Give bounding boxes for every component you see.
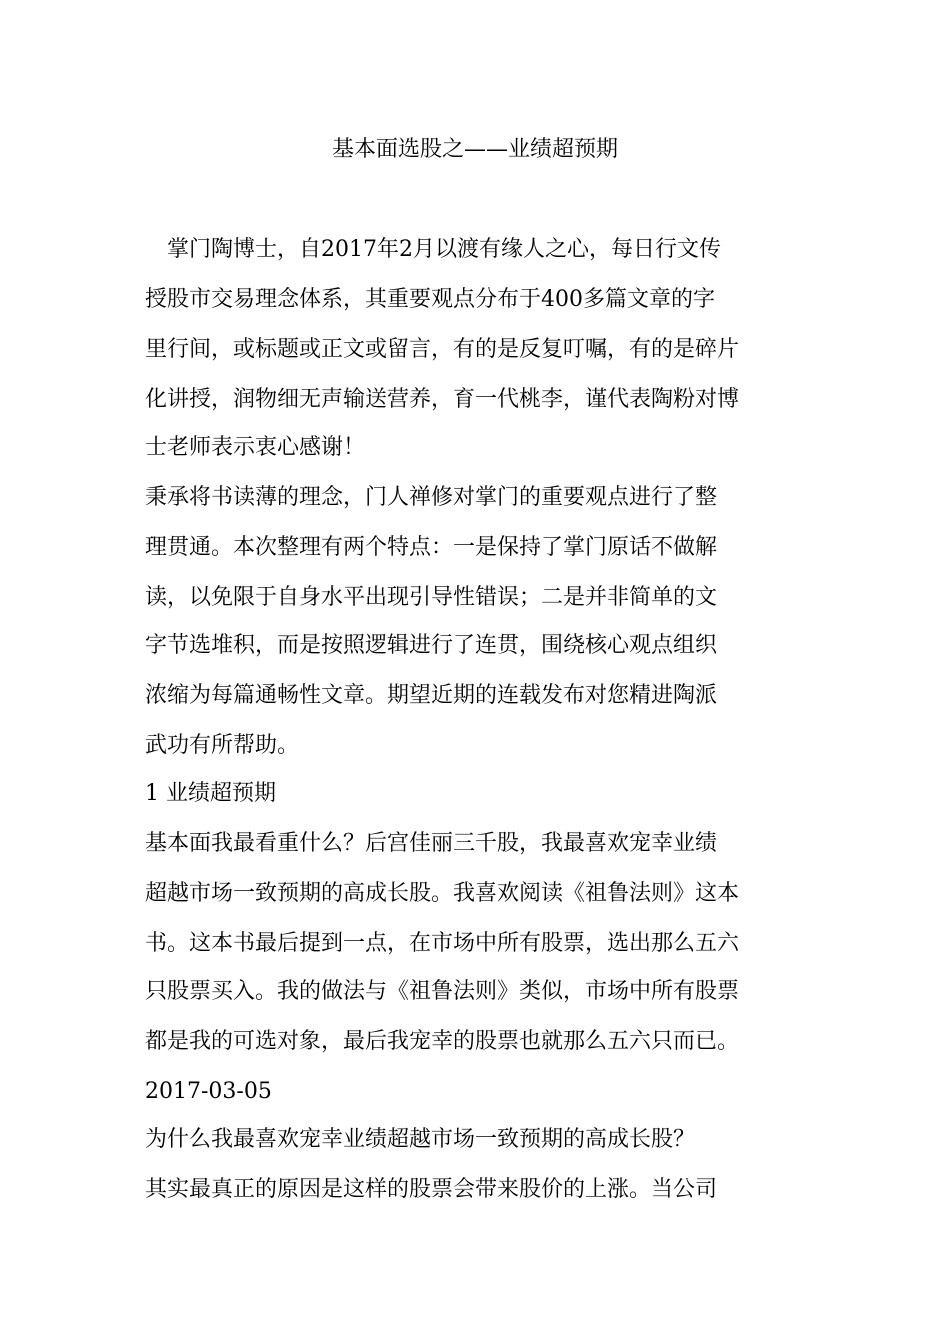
body-line: 字节选堆积，而是按照逻辑进行了连贯，围绕核心观点组织 (145, 633, 718, 658)
body-line: 里行间，或标题或正文或留言，有的是反复叮嘱，有的是碎片 (145, 337, 740, 362)
body-line: 超越市场一致预期的高成长股。我喜欢阅读《祖鲁法则》这本 (145, 881, 740, 906)
body-line: 武功有所帮助。 (145, 733, 300, 758)
body-line: 秉承将书读薄的理念，门人禅修对掌门的重要观点进行了整 (145, 485, 718, 510)
body-line: 基本面我最看重什么？后宫佳丽三千股，我最喜欢宠幸业绩 (145, 831, 718, 856)
section-heading: 1 业绩超预期 (145, 781, 276, 806)
body-line: 读，以免限于自身水平出现引导性错误；二是并非简单的文 (145, 585, 718, 610)
body-line: 书。这本书最后提到一点，在市场中所有股票，选出那么五六 (145, 931, 740, 956)
body-line: 掌门陶博士，自2017年2月以渡有缘人之心，每日行文传 (145, 237, 721, 262)
body-line: 都是我的可选对象，最后我宠幸的股票也就那么五六只而已。 (145, 1029, 740, 1054)
body-line: 理贯通。本次整理有两个特点：一是保持了掌门原话不做解 (145, 535, 718, 560)
document-title: 基本面选股之——业绩超预期 (331, 137, 618, 162)
body-line: 浓缩为每篇通畅性文章。期望近期的连载发布对您精进陶派 (145, 683, 718, 708)
date-line: 2017-03-05 (145, 1079, 272, 1104)
body-line: 士老师表示衷心感谢！ (145, 435, 366, 460)
body-line: 为什么我最喜欢宠幸业绩超越市场一致预期的高成长股？ (145, 1127, 696, 1152)
body-line: 授股市交易理念体系，其重要观点分布于400多篇文章的字 (145, 287, 715, 312)
body-line: 其实最真正的原因是这样的股票会带来股价的上涨。当公司 (145, 1177, 718, 1202)
body-line: 只股票买入。我的做法与《祖鲁法则》类似，市场中所有股票 (145, 979, 740, 1004)
body-line: 化讲授，润物细无声输送营养，育一代桃李，谨代表陶粉对博 (145, 387, 740, 412)
